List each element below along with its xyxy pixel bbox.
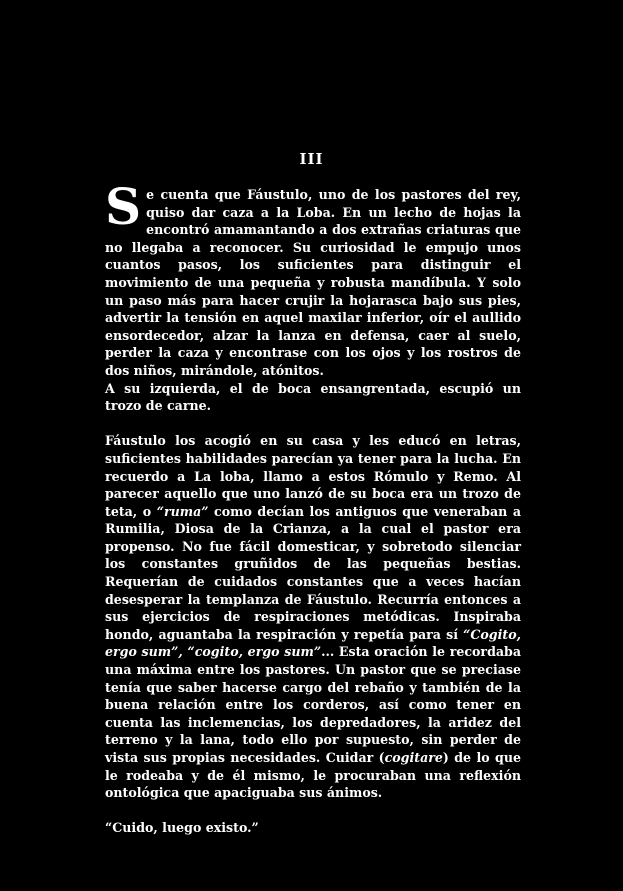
paragraph-gap — [105, 802, 521, 820]
paragraph-gap — [105, 415, 521, 433]
text-run: Fáustulo los acogió en su casa y les educó en letras, suficientes habilidades parecían ya tener para la lucha. En recuerdo a La loba, llamo a estos Rómulo y Remo. Al parecer aquello que uno lanzó de su boca era un trozo de teta, o — [105, 433, 521, 519]
drop-cap: S — [105, 177, 142, 236]
cogito-quote: “Cogito, ergo sum”, “cogito, ergo sum” — [105, 626, 521, 660]
paragraph-opening — [105, 177, 521, 380]
paragraph-spit: A su izquierda, el de boca ensangrentada, escupió un trozo de carne. — [105, 380, 521, 414]
text-run: ... Esta oración le recordaba una máxima entre los pastores. Un pastor que se preciase tenía que saber hacerse cargo del rebaño y también de la buena relación entre los corderos, así como tener en cuenta las inclemencias, los depredadores, la aridez del terreno y la lana, todo ello por supuesto, sin perder de vista sus propias necesidades. Cuidar ( — [105, 644, 521, 765]
cogitare-term: cogitare — [384, 750, 443, 765]
paragraph-education — [105, 432, 521, 801]
text-run: como decían los antiguos que veneraban a Rumilia, Diosa de la Crianza, a la cual el pastor era propenso. No fue fácil domesticar, y sobretodo silenciar los constantes gruñidos de las pequeñas bestias. Requerían de cuidados constantes que a veces hacían desesperar la templanza de Fáustulo. Recurría entonces a sus ejercicios de respiraciones metódicas. Inspiraba hondo, aguantaba la respiración y repetía para sí — [105, 503, 521, 642]
ruma-term: “ruma” — [156, 503, 209, 519]
text-run: ) de lo que le rodeaba y de él mismo, le procuraban una reflexión ontológica que apaciguaba sus ánimos. — [105, 750, 521, 801]
paragraph-opening-text: e cuenta que Fáustulo, uno de los pastores del rey, quiso dar caza a la Loba. En un lecho de hojas la encontró amamantando a dos extrañas criaturas que no llegaba a reconocer. Su curiosidad le empujo unos cuantos pasos, los suficientes para distinguir el movimiento de una pequeña y robusta mandíbula. Y solo un paso más para hacer crujir la hojarasca bajo sus pies, advertir la tensión en aquel maxilar inferior, oír el aullido ensordecedor, alzar la lanza en defensa, caer al suelo, perder la caza y encontrase con los ojos y los rostros de dos niños, mirándole, atónitos. — [105, 187, 521, 378]
chapter-body — [105, 177, 521, 837]
paragraph-closing-quote: “Cuido, luego existo.” — [105, 820, 259, 836]
chapter-number: III — [299, 150, 324, 168]
